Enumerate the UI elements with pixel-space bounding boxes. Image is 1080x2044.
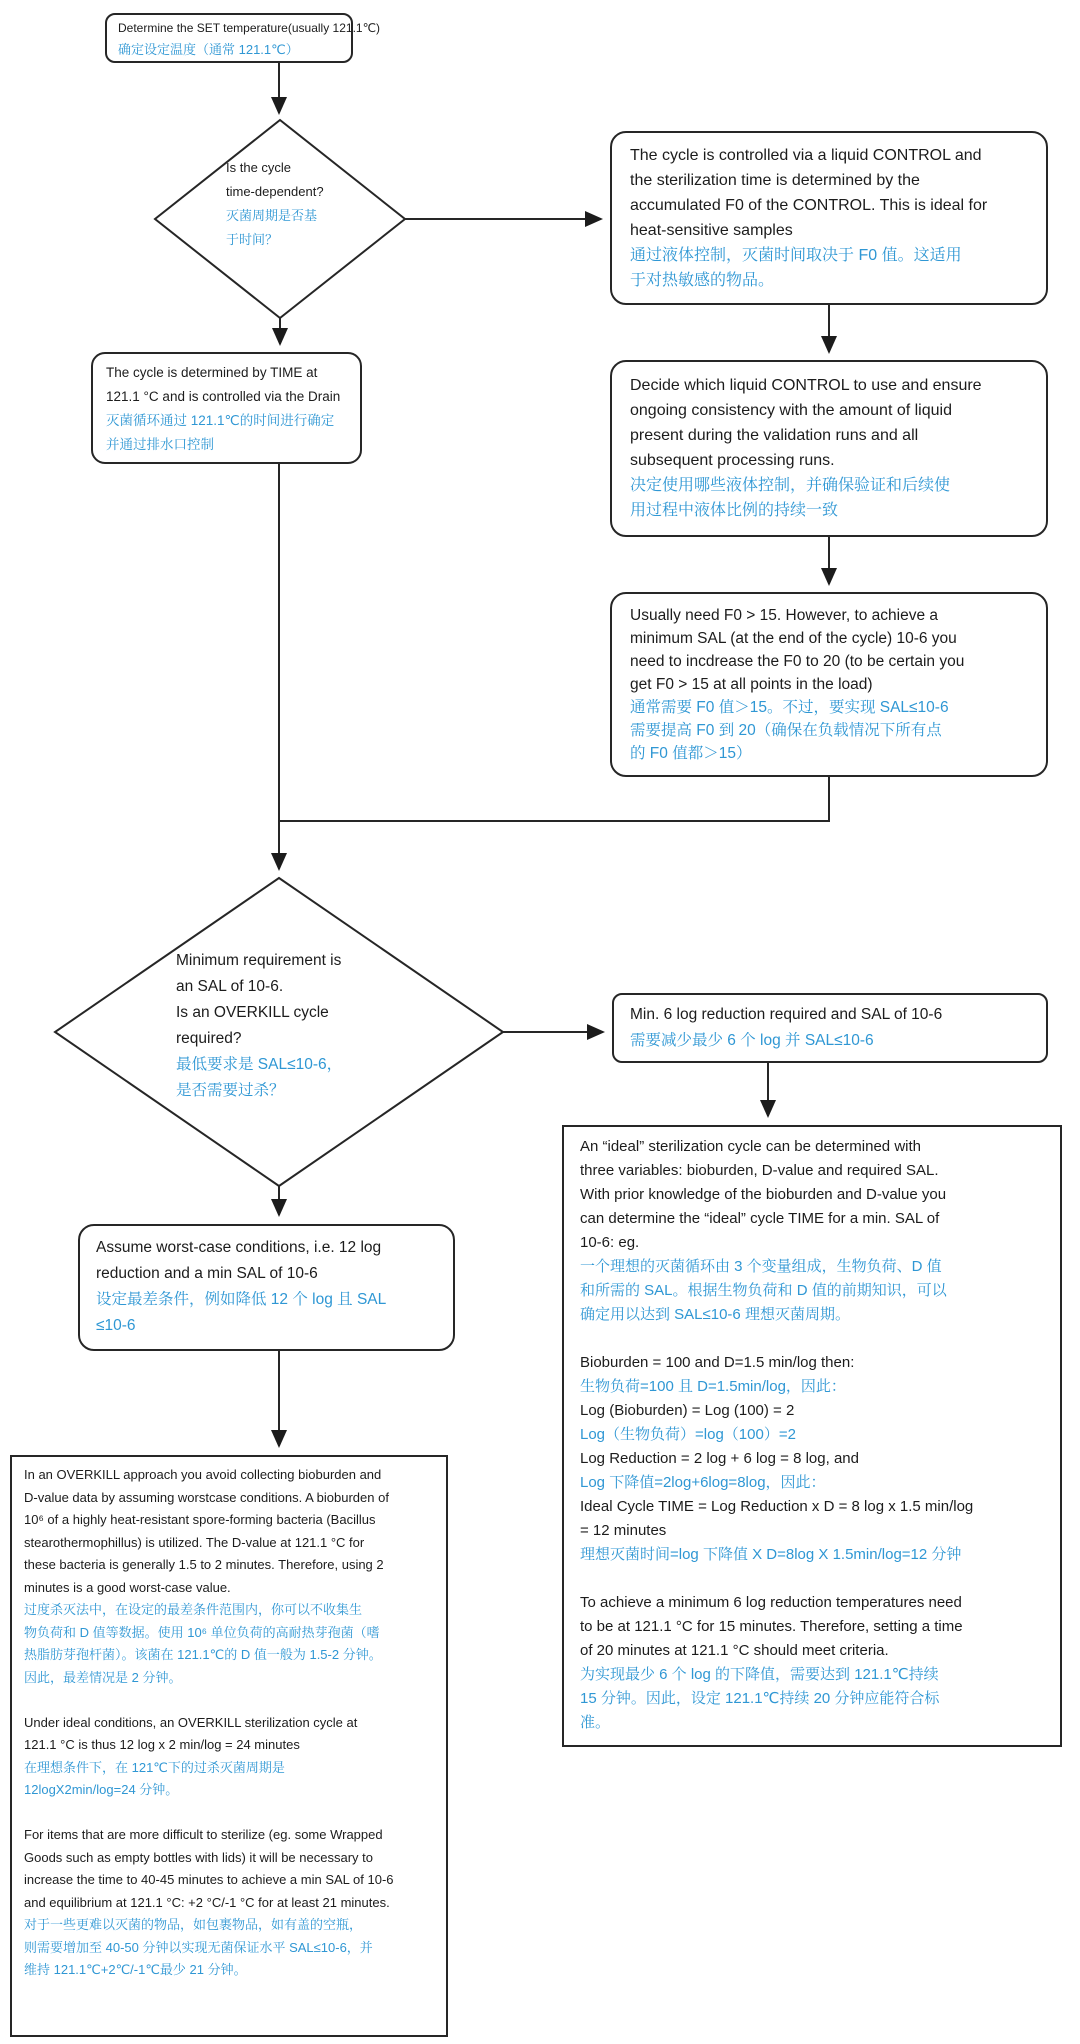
text-line: 过度杀灭法中，在设定的最差条件范围内，你可以不收集生 [24,1602,363,1617]
text-line: time-dependent? [226,184,324,199]
text-line: minutes is a good worst-case value. [24,1579,231,1595]
text-line: can determine the “ideal” cycle TIME for a min. SAL of [580,1210,940,1227]
text-line: ongoing consistency with the amount of liquid [630,402,952,419]
node-f0-requirement [610,592,1048,777]
text-line: 因此，最差情况是 2 分钟。 [24,1669,182,1685]
text-line [24,1802,434,1825]
text-line: stearothermophillus) is utilized. The D-value at 121.1 °C for [24,1534,365,1550]
node-overkill-approach [10,1455,448,2037]
text-line: Is an OVERKILL cycle [176,1004,329,1021]
text-line: required? [176,1030,242,1047]
text-line: 和所需的 SAL。根据生物负荷和 D 值的前期知识，可以 [580,1282,947,1299]
text-line [580,1327,1044,1351]
text-line: subsequent processing runs. [630,452,835,469]
text-line: 并通过排水口控制 [106,437,214,452]
text-line: to be at 121.1 °C for 15 minutes. Therefore, setting a time [580,1618,963,1635]
text-line: Bioburden = 100 and D=1.5 min/log then: [580,1354,855,1371]
node-min-6log-reduction [612,993,1048,1063]
text-line: = 12 minutes [580,1522,667,1539]
decision-overkill-text [176,948,342,1104]
text-line: 15 分钟。因此，设定 121.1℃持续 20 分钟应能符合标 [580,1690,940,1707]
text-line: 的 F0 值都＞15） [630,745,752,762]
text-line: accumulated F0 of the CONTROL. This is ideal for [630,197,988,214]
text-line: 维持 121.1℃+2℃/-1℃最少 21 分钟。 [24,1962,247,1977]
decision-time-dependent-text [226,156,324,252]
text-line: 生物负荷=100 且 D=1.5min/log，因此： [580,1378,846,1395]
text-line: 10⁶ of a highly heat-resistant spore-forming bacteria (Bacillus [24,1512,376,1527]
text-line: The cycle is determined by TIME at [106,365,318,380]
text-line: In an OVERKILL approach you avoid collecting bioburden and [24,1467,382,1482]
text-line: 一个理想的灭菌循环由 3 个变量组成，生物负荷、D 值 [580,1258,942,1275]
text-line: Log（生物负荷）=log（100）=2 [580,1426,796,1443]
text-line: 通过液体控制，灭菌时间取决于 F0 值。这适用 [630,247,962,264]
node-cycle-time-drain [91,352,362,464]
text-line [580,1567,1044,1591]
text-line: To achieve a minimum 6 log reduction temperatures need [580,1594,962,1611]
text-line: 12logX2min/log=24 分钟。 [24,1782,179,1797]
text-line: 热脂肪芽孢杆菌）。该菌在 121.1℃的 D 值一般为 1.5-2 分钟。 [24,1647,382,1662]
text-line: 121.1 °C is thus 12 log x 2 min/log = 24 minutes [24,1737,300,1752]
text-line: 为实现最少 6 个 log 的下降值，需要达到 121.1℃持续 [580,1666,939,1683]
node-decide-liquid-control [610,360,1048,537]
text-line: need to incdrease the F0 to 20 (to be certain you [630,653,965,670]
node-cycle-liquid-control [610,131,1048,305]
text-line: With prior knowledge of the bioburden and D-value you [580,1186,947,1203]
text-line: Ideal Cycle TIME = Log Reduction x D = 8 log x 1.5 min/log [580,1498,974,1515]
text-line: 对于一些更难以灭菌的物品，如包裹物品，如有盖的空瓶， [24,1917,363,1932]
text-line: an SAL of 10-6. [176,978,284,995]
text-line: 10-6: eg. [580,1234,640,1251]
text-line: minimum SAL (at the end of the cycle) 10-6 you [630,630,957,647]
text-line: 通常需要 F0 值＞15。不过，要实现 SAL≤10-6 [630,699,949,716]
text-line: 灭菌周期是否基 [226,208,318,223]
text-line: Log Reduction = 2 log + 6 log = 8 log, and [580,1450,859,1467]
text-line: Determine the SET temperature(usually 121.1℃) [118,21,381,35]
text-line: For items that are more difficult to sterilize (eg. some Wrapped [24,1827,383,1842]
node-ideal-cycle-calculation [562,1125,1062,1747]
node-set-temperature [105,13,381,63]
text-line: 决定使用哪些液体控制，并确保验证和后续使 [630,477,951,494]
node-worst-case-12log [78,1224,455,1351]
text-line: 用过程中液体比例的持续一致 [630,502,839,519]
text-line: Log 下降值=2log+6log=8log，因此： [580,1474,826,1491]
text-line: 理想灭菌时间=log 下降值 X D=8log X 1.5min/log=12 分钟 [580,1546,962,1563]
text-line: these bacteria is generally 1.5 to 2 minutes. Therefore, using 2 [24,1557,384,1572]
text-line: The cycle is controlled via a liquid CONTROL and [630,147,982,164]
text-line: 确定用以达到 SAL≤10-6 理想灭菌周期。 [580,1306,850,1323]
text-line: 于对热敏感的物品。 [630,272,775,289]
text-line: 是否需要过杀？ [176,1082,285,1099]
text-line: 121.1 °C and is controlled via the Drain [106,389,341,404]
text-line: 设定最差条件，例如降低 12 个 log 且 SAL [96,1291,387,1308]
text-line: the sterilization time is determined by the [630,172,920,189]
text-line: get F0 > 15 at all points in the load) [630,676,873,693]
text-line: and equilibrium at 121.1 °C: +2 °C/-1 °C for at least 21 minutes. [24,1894,390,1910]
text-line: Min. 6 log reduction required and SAL of 10-6 [630,1006,943,1023]
text-line: Under ideal conditions, an OVERKILL sterilization cycle at [24,1714,358,1730]
text-line: 灭菌循环通过 121.1℃的时间进行确定 [106,413,335,428]
text-line: increase the time to 40-45 minutes to achieve a min SAL of 10-6 [24,1872,394,1887]
text-line: 于时间？ [226,232,279,247]
text-line: three variables: bioburden, D-value and required SAL. [580,1162,939,1179]
text-line: Assume worst-case conditions, i.e. 12 log [96,1239,382,1256]
text-line: 需要提高 F0 到 20（确保在负载情况下所有点 [630,722,942,739]
text-line: Is the cycle [226,160,292,175]
text-line: reduction and a min SAL of 10-6 [96,1265,318,1282]
text-line: An “ideal” sterilization cycle can be determined with [580,1138,921,1155]
text-line: Minimum requirement is [176,952,342,969]
text-line: 最低要求是 SAL≤10-6， [176,1056,343,1073]
text-line: Log (Bioburden) = Log (100) = 2 [580,1402,795,1419]
text-line: of 20 minutes at 121.1 °C should meet criteria. [580,1642,889,1659]
text-line: Goods such as empty bottles with lids) it will be necessary to [24,1849,373,1865]
text-line: 需要减少最少 6 个 log 并 SAL≤10-6 [630,1032,874,1049]
text-line: 则需要增加至 40-50 分钟以实现无菌保证水平 SAL≤10-6，并 [24,1939,373,1955]
text-line: Decide which liquid CONTROL to use and ensure [630,377,982,394]
text-line: 物负荷和 D 值等数据。使用 10⁶ 单位负荷的高耐热芽孢菌（嗜 [24,1624,380,1640]
text-line: 在理想条件下，在 121℃下的过杀灭菌周期是 [24,1759,285,1775]
text-line: Usually need F0 > 15. However, to achieve a [630,607,939,624]
text-line: D-value data by assuming worstcase conditions. A bioburden of [24,1489,389,1505]
text-line: present during the validation runs and all [630,427,919,444]
text-line [24,1689,434,1712]
text-line: 确定设定温度（通常 121.1℃） [118,42,299,57]
connector-f0-merge-elbow [280,777,829,821]
text-line: heat-sensitive samples [630,222,793,239]
text-line: 准。 [580,1714,611,1731]
text-line: ≤10-6 [96,1317,136,1334]
